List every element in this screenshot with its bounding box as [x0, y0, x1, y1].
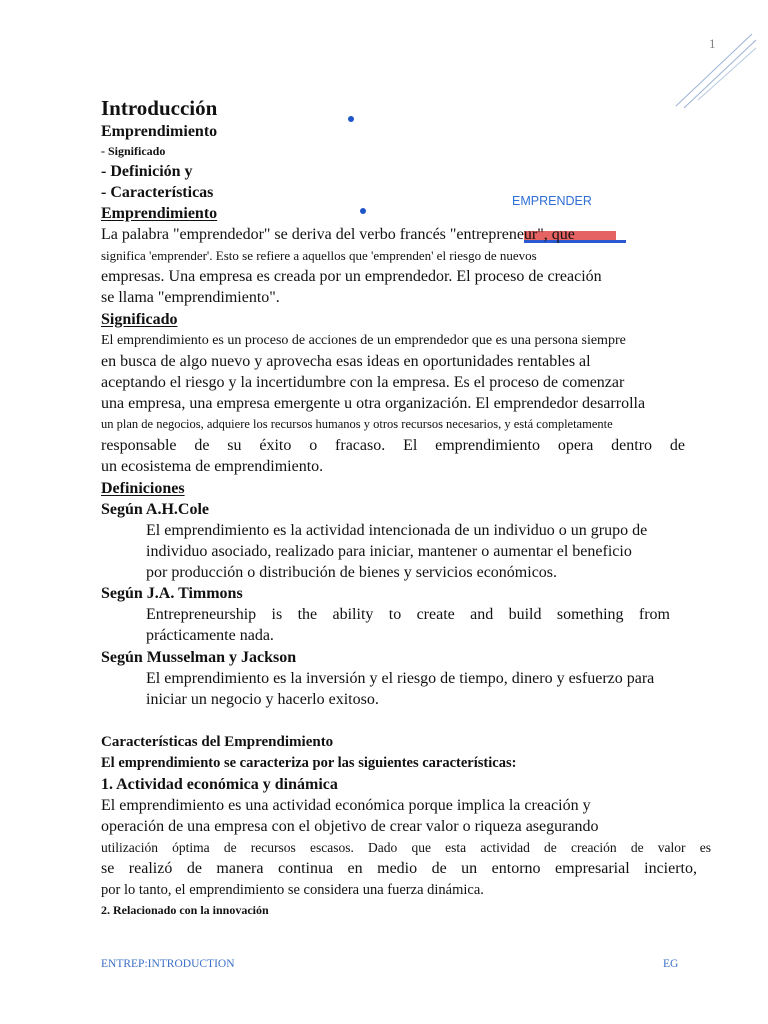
characteristic-title: 1. Actividad económica y dinámica [101, 776, 338, 794]
outline-item: Emprendimiento [101, 123, 218, 140]
definition-author: Según Musselman y Jackson [101, 648, 297, 666]
page-number: 1 [709, 36, 716, 51]
definition-line: El emprendimiento es la actividad intencionada de un individuo o un grupo de [146, 521, 648, 539]
definition-line: Entrepreneurship is the ability to create and build something from [146, 606, 670, 624]
paragraph-line: significa 'emprender'. Esto se refiere a aquellos que 'emprenden' el riesgo de nuevos [101, 248, 537, 264]
spacer [101, 710, 719, 732]
definition-author: Según J.A. Timmons [101, 585, 243, 603]
section-heading-emprendimiento: Emprendimiento [101, 205, 218, 222]
definition-line: individuo asociado, realizado para iniciar, mantener o aumentar el beneficio [146, 542, 632, 560]
definition-line: por producción o distribución de bienes y servicios económicos. [146, 564, 558, 582]
definition-line: iniciar un negocio y hacerlo exitoso. [146, 690, 379, 708]
paragraph-line: El emprendimiento es una actividad económica porque implica la creación y [101, 797, 591, 815]
page-title: Introducción [101, 96, 218, 120]
section-subtitle: El emprendimiento se caracteriza por las siguientes características: [101, 755, 517, 772]
paragraph-line: una empresa, una empresa emergente u otra organización. El emprendedor desarrolla [101, 395, 646, 413]
definition-author: Según A.H.Cole [101, 500, 210, 518]
outline-item: - Características [101, 184, 214, 201]
paragraph-line: se llama "emprendimiento". [101, 289, 280, 307]
paragraph-line: aceptando el riesgo y la incertidumbre con la empresa. Es el proceso de comenzar [101, 373, 625, 391]
outline-item: - Definición y [101, 163, 193, 180]
characteristic-title: 2. Relacionado con la innovación [101, 902, 269, 917]
paragraph-line: en busca de algo nuevo y aprovecha esas ideas en oportunidades rentables al [101, 352, 591, 370]
section-heading-caracteristicas: Características del Emprendimiento [101, 734, 334, 751]
paragraph-line: operación de una empresa con el objetivo de crear valor o riqueza asegurando [101, 818, 599, 836]
paragraph-line: La palabra "emprendedor" se deriva del verbo francés "entrepreneur", que [101, 226, 575, 243]
definition-line: El emprendimiento es la inversión y el riesgo de tiempo, dinero y esfuerzo para [146, 669, 655, 687]
paragraph-line: un plan de negocios, adquiere los recursos humanos y otros recursos necesarios, y está completamente [101, 417, 613, 432]
paragraph-line: empresas. Una empresa es creada por un emprendedor. El proceso de creación [101, 268, 602, 286]
footer-left: ENTREP:INTRODUCTION [101, 958, 235, 970]
paragraph-line: se realizó de manera continua en medio de un entorno empresarial incierto, [101, 860, 697, 878]
definition-line: prácticamente nada. [146, 627, 274, 645]
outline-item: - Significado [101, 144, 166, 158]
document-body [101, 95, 719, 920]
paragraph-line: por lo tanto, el emprendimiento se considera una fuerza dinámica. [101, 881, 484, 898]
definition-line-wrap [101, 604, 719, 625]
paragraph-line: utilización óptima de recursos escasos. Dado que esta actividad de creación de valor es [101, 840, 711, 856]
paragraph-line: responsable de su éxito o fracaso. El emprendimiento opera dentro de [101, 437, 685, 455]
paragraph-line: un ecosistema de emprendimiento. [101, 458, 324, 476]
section-heading-definiciones: Definiciones [101, 479, 185, 497]
footer-right: EG [663, 958, 679, 970]
section-heading-significado: Significado [101, 310, 178, 328]
annotation-label: EMPRENDER [512, 194, 592, 208]
paragraph-line: El emprendimiento es un proceso de acciones de un emprendedor que es una persona siempre [101, 332, 626, 348]
